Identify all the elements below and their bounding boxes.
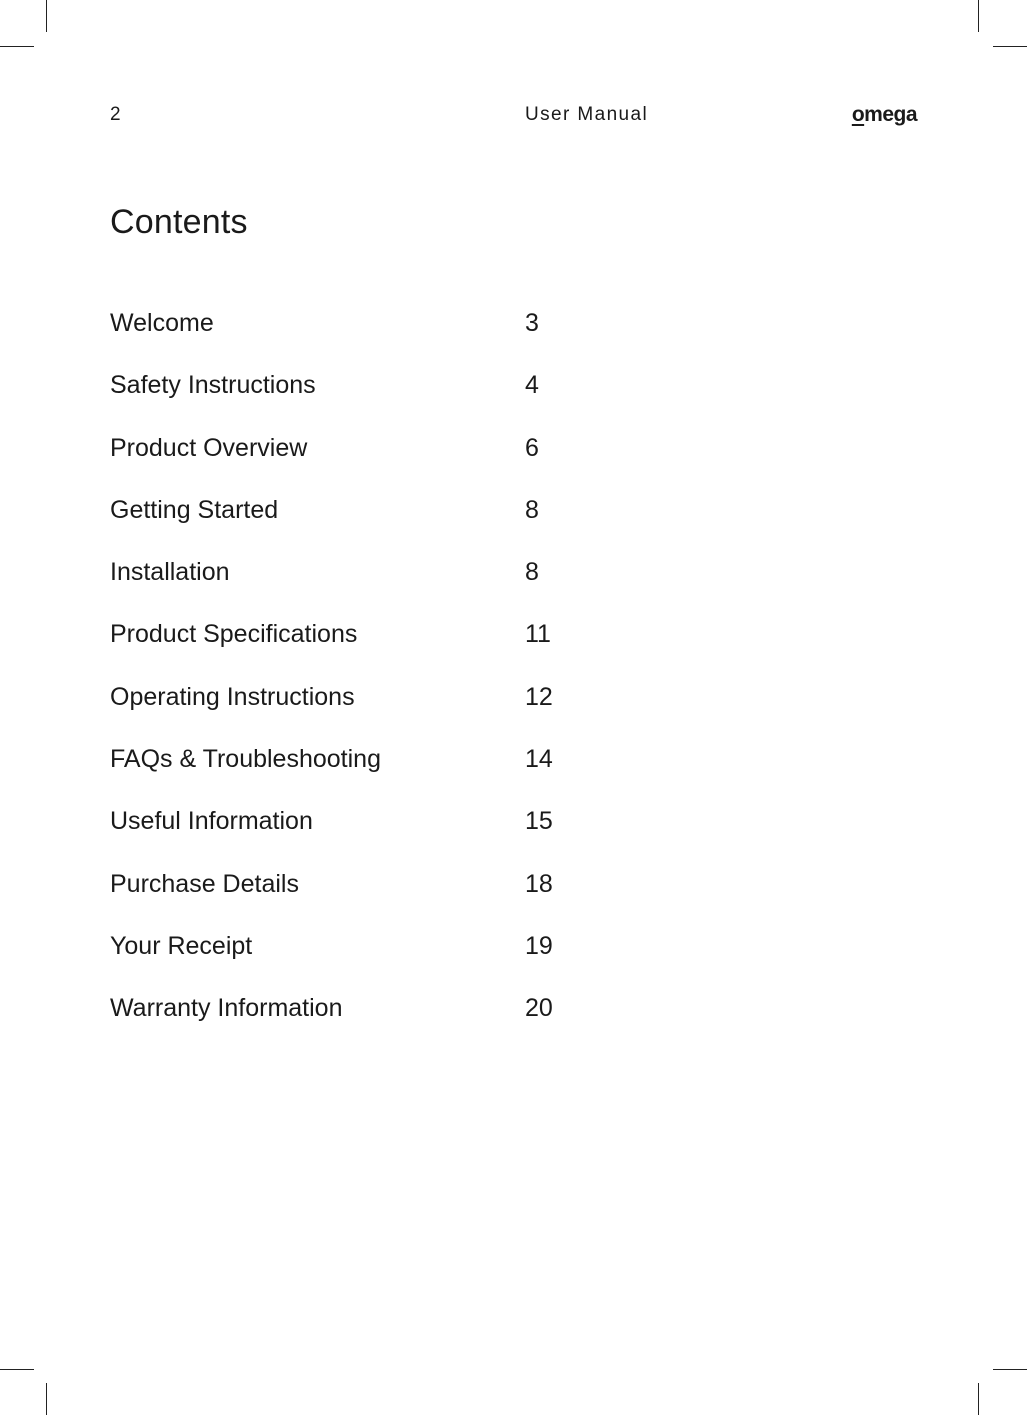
toc-entry[interactable] — [110, 616, 630, 678]
toc-entry[interactable] — [110, 367, 630, 429]
toc-entry-label: Installation — [110, 558, 230, 587]
brand-logo-rest: mega — [864, 103, 917, 126]
toc-entry[interactable] — [110, 803, 630, 865]
toc-entry-page: 11 — [525, 620, 551, 649]
crop-mark-bottom-left-horizontal — [0, 1369, 34, 1370]
toc-entry[interactable] — [110, 679, 630, 741]
crop-mark-top-left-vertical — [46, 0, 47, 32]
toc-entry-page: 18 — [525, 869, 553, 898]
crop-mark-bottom-right-horizontal — [993, 1369, 1027, 1370]
toc-entry[interactable] — [110, 492, 630, 554]
toc-entry[interactable] — [110, 554, 630, 616]
toc-entry-page: 19 — [525, 931, 553, 960]
toc-entry-label: Useful Information — [110, 807, 313, 836]
crop-mark-top-right-vertical — [978, 0, 979, 32]
document-title: User Manual — [525, 104, 649, 125]
crop-mark-top-right-horizontal — [993, 46, 1027, 47]
toc-entry-page: 12 — [525, 682, 553, 711]
toc-entry[interactable] — [110, 928, 630, 990]
toc-entry-page: 3 — [525, 309, 539, 337]
toc-entry-page: 20 — [525, 994, 553, 1023]
brand-logo — [852, 103, 917, 127]
page-header — [110, 104, 917, 128]
toc-entry-label: Product Specifications — [110, 620, 358, 649]
toc-entry-page: 8 — [525, 495, 539, 524]
toc-entry[interactable] — [110, 430, 630, 492]
crop-mark-bottom-right-vertical — [978, 1383, 979, 1415]
crop-mark-bottom-left-vertical — [46, 1383, 47, 1415]
toc-entry-label: Warranty Information — [110, 994, 343, 1023]
contents-heading: Contents — [110, 203, 248, 241]
toc-entry-page: 14 — [525, 745, 553, 774]
toc-entry-label: Welcome — [110, 309, 214, 337]
brand-logo-first-letter: o — [851, 103, 865, 126]
toc-entry[interactable] — [110, 741, 630, 803]
toc-entry-page: 4 — [525, 371, 539, 400]
page-number: 2 — [110, 104, 122, 125]
toc-entry-page: 6 — [525, 433, 539, 462]
toc-entry-label: Purchase Details — [110, 869, 299, 898]
table-of-contents — [110, 305, 630, 1053]
toc-entry-label: Safety Instructions — [110, 371, 316, 400]
toc-entry-label: Product Overview — [110, 433, 308, 462]
toc-entry-label: FAQs & Troubleshooting — [110, 745, 381, 774]
toc-entry-page: 8 — [525, 558, 539, 587]
toc-entry-label: Your Receipt — [110, 931, 253, 960]
toc-entry-label: Operating Instructions — [110, 682, 355, 711]
toc-entry-page: 15 — [525, 807, 553, 836]
toc-entry[interactable] — [110, 990, 630, 1052]
toc-entry[interactable] — [110, 305, 630, 367]
crop-mark-top-left-horizontal — [0, 46, 34, 47]
toc-entry[interactable] — [110, 866, 630, 928]
toc-entry-label: Getting Started — [110, 495, 279, 524]
